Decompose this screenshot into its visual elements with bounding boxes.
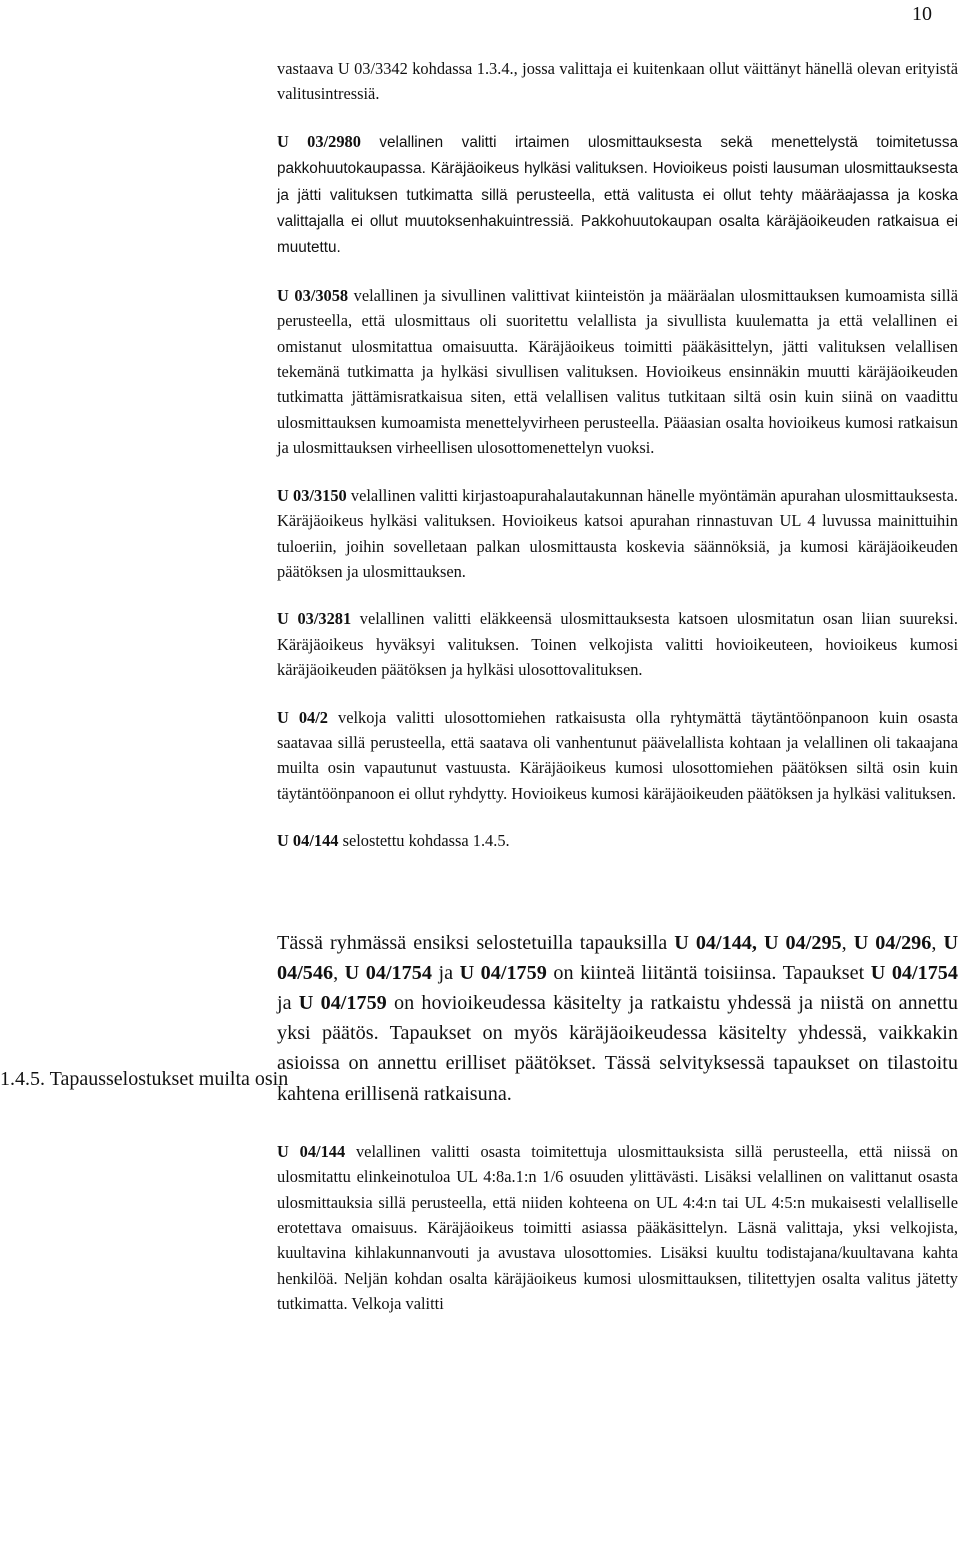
paragraph-text: vastaava U 03/3342 kohdassa 1.3.4., jossa valittaja ei kuitenkaan ollut väittänyt hänellä olevan erityistä valitusintressiä.: [277, 59, 958, 104]
intro-text: ,: [931, 931, 944, 954]
case-id: U 04/144,: [674, 931, 757, 954]
intro-text: ,: [333, 961, 345, 984]
paragraph-text: velkoja valitti ulosottomiehen ratkaisusta olla ryhtymättä täytäntöönpanoon kuin osasta saatavaa sillä perusteella, että saatava oli vanhentunut päävelallista kohtaan ja velallinen oli takaajana muilta osin vapautunut vastuusta. Käräjäoikeus kumosi ulosottomiehen päätöksen siltä osin kuin täytäntöönpanoon ei ollut ryhdytty. Hovioikeus kumosi käräjäoikeuden päätöksen ja hylkäsi valituksen.: [277, 707, 958, 803]
case-id: U 03/3281: [277, 609, 352, 629]
paragraph-case: [277, 1139, 958, 1317]
case-id: U 04/1754: [870, 961, 958, 984]
paragraph-case: [277, 129, 958, 261]
document-body: [277, 56, 958, 1317]
paragraph-text: velallinen valitti eläkkeensä ulosmittauksesta katsoen ulosmitatun osan liian suureksi. Käräjäoikeus hyväksyi valituksen. Toinen velkojista valitti hovioikeuteen, hovioikeus kumosi käräjäoikeuden päätöksen ja hylkäsi ulosottovalituksen.: [277, 609, 958, 680]
paragraph-case: [277, 828, 958, 853]
case-id: U 04/1759: [459, 961, 547, 984]
section-heading: [0, 1066, 289, 1092]
intro-text: [757, 932, 764, 954]
paragraph-continuation: [277, 56, 958, 107]
case-id: U 03/3150: [277, 485, 347, 505]
case-id: U 04/1759: [298, 991, 387, 1014]
paragraph-text: velallinen valitti kirjastoapurahalautakunnan hänelle myöntämän apurahan ulosmittauksesta. Käräjäoikeus hylkäsi valituksen. Hovioikeus katsoi apurahan rinnastuvan UL 4 luvussa mainittuihin tuloeriin, joihin sovelletaan palkan ulosmittausta koskevia säännöksiä, ja kumosi käräjäoikeuden päätöksen ja ulosmittauksen.: [277, 485, 958, 581]
section-title: Tapausselostukset muilta osin: [49, 1068, 289, 1090]
paragraph-text: velallinen valitti osasta toimitettuja ulosmittauksista sillä perusteella, että niissä on ulosmitattu elinkeinotuloa UL 4:8a.1:n 1/6 osuuden ylittävästi. Lisäksi velallinen on valittanut osasta ulosmittauksia sillä perusteella, että niiden kohteena on UL 4:4:n tai UL 4:5:n mukaisesti velalliselle erotettava omaisuus. Käräjäoikeus toimitti asiassa pääkäsittelyn. Läsnä valittaja, yksi velkojista, kuultavina kihlakunnanvouti ja avustava ulosottomies. Lisäksi kuultu todistajana/kuultavana kahta henkilöä. Neljän kohdan osalta käräjäoikeus kumosi ulosmittauksen, tilitettyjen osalta valitus jätetty tutkimatta. Velkoja valitti: [277, 1141, 958, 1314]
intro-text: ja: [431, 961, 460, 984]
case-id: U 04/1754: [344, 961, 432, 984]
paragraph-case: [277, 705, 958, 807]
section-intro-paragraph: [277, 928, 958, 1109]
paragraph-case: [277, 606, 958, 682]
intro-text: ja: [277, 991, 299, 1014]
intro-text: ,: [841, 931, 854, 954]
section-number: 1.4.5.: [0, 1068, 45, 1090]
case-id: U 03/2980: [277, 131, 361, 151]
intro-text: Tässä ryhmässä ensiksi selostetuilla tapauksilla: [277, 931, 675, 954]
case-id: U 04/144: [277, 1141, 346, 1161]
page-number: 10: [912, 3, 932, 25]
case-id: U 04/546: [277, 931, 959, 984]
paragraph-text: velallinen valitti irtaimen ulosmittauksesta sekä menettelystä toimitetussa pakkohuutokaupassa. Käräjäoikeus hylkäsi valituksen. Hovioikeus poisti lausuman ulosmittauksesta ja jätti valituksen tutkimatta sillä perusteella, että valitusta ei ollut tehty määräajassa ja koska valittajalla ei ollut muutoksenhakuintressiä. Pakkohuutokaupan osalta käräjäoikeuden ratkaisua ei muutettu.: [277, 133, 958, 257]
paragraph-case: [277, 483, 958, 585]
intro-text: on hovioikeudessa käsitelty ja ratkaistu yhdessä ja niistä on annettu yksi päätös. Tapaukset on myös käräjäoikeudessa käsitelty yhdessä, vaikkakin asioissa on annettu erilliset päätökset. Tässä selvityksessä tapaukset on tilastoitu kahtena erillisenä ratkaisuna.: [277, 991, 958, 1105]
paragraph-case: [277, 283, 958, 461]
case-id: U 04/295: [763, 931, 842, 954]
paragraph-text: velallinen ja sivullinen valittivat kiinteistön ja määräalan ulosmittauksen kumoamista sillä perusteella, että ulosmittaus oli suoritettu velallista ja sivullista kuulematta ja että velallinen ei omistanut ulosmitattua omaisuutta. Käräjäoikeus toimitti pääkäsittelyn, jätti valituksen velallisen tekemänä tutkimatta ja hylkäsi sivullisen valituksen. Hovioikeus ensinnäkin muutti käräjäoikeuden tutkimatta jättämisratkaisua siten, että velallisen valitus tutkitaan siltä osin kuin siinä on vaadittu ulosmittauksen kumoamista menettelyvirheen perusteella. Pääasian osalta hovioikeus kumosi ratkaisun ja ulosmittauksen virheellisen ulosottomenettelyn vuoksi.: [277, 285, 958, 458]
case-id: U 03/3058: [277, 285, 349, 305]
case-id: U 04/296: [853, 931, 932, 954]
paragraph-text: selostettu kohdassa 1.4.5.: [338, 831, 510, 851]
intro-text: on kiinteä liitäntä toisiinsa. Tapaukset: [546, 961, 871, 984]
case-id: U 04/144: [277, 831, 339, 851]
case-id: U 04/2: [277, 707, 328, 727]
